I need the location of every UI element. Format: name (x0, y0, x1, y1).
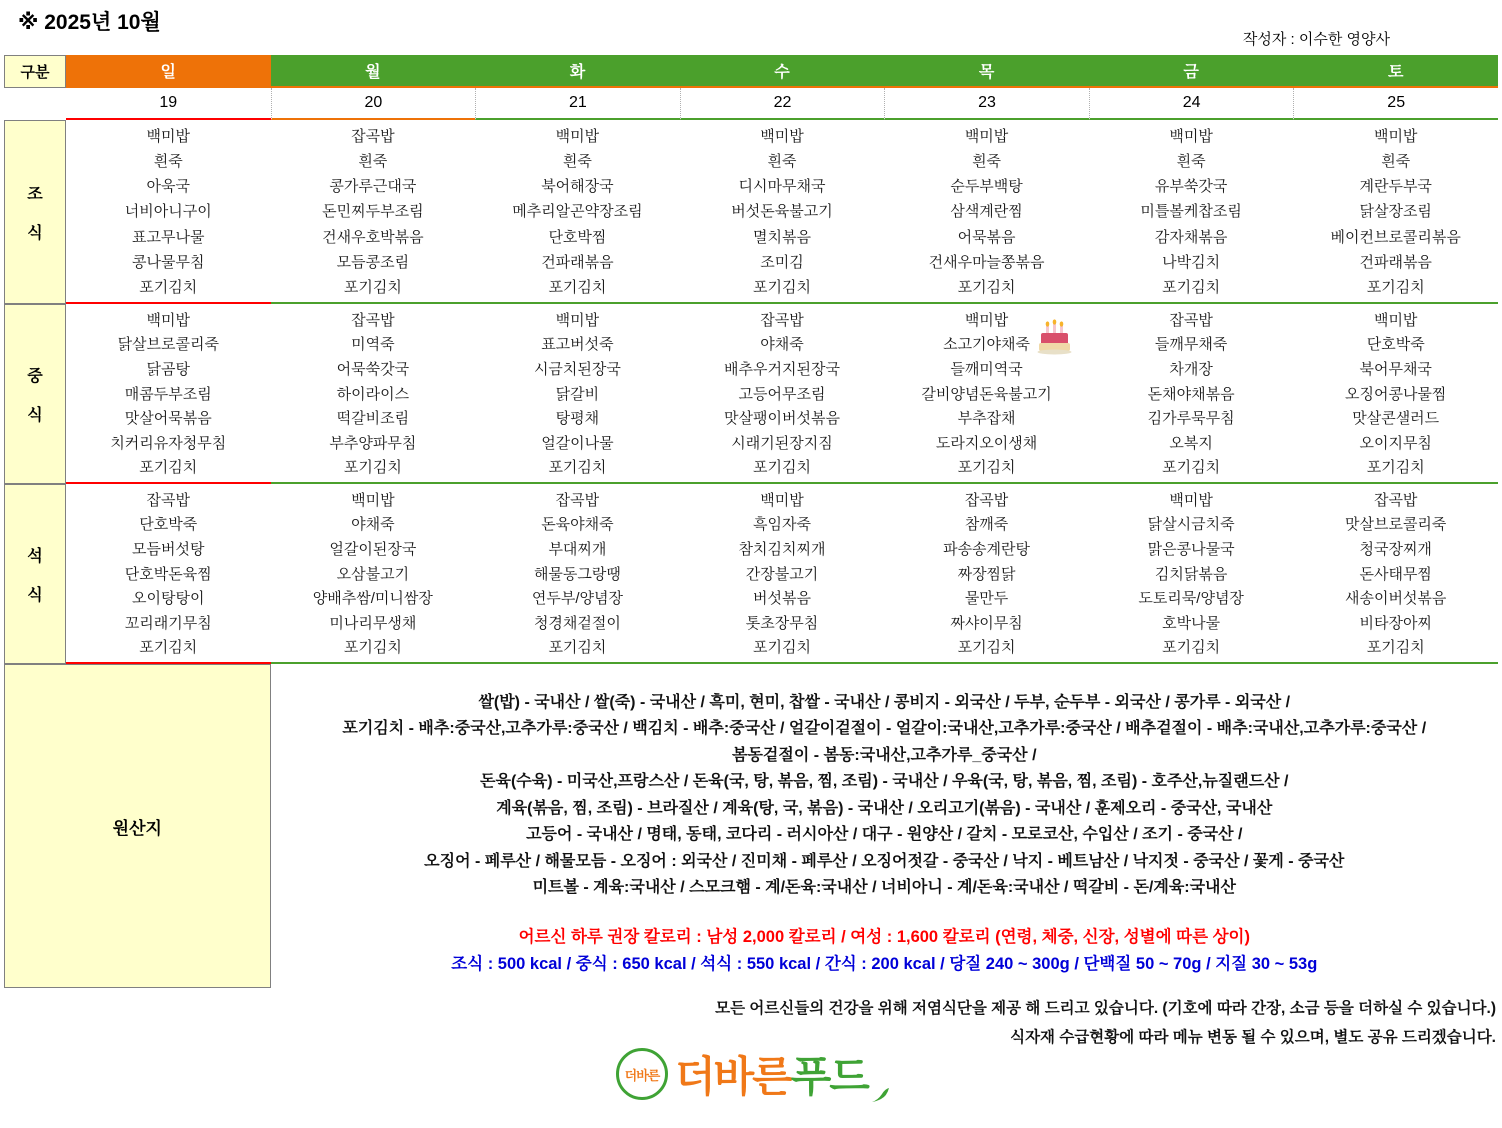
date-cell-20: 20 (271, 88, 476, 120)
date-cell-19: 19 (66, 88, 271, 120)
menu-cell-dinner-4 (884, 484, 1089, 664)
menu-item: 포기김치 (548, 459, 607, 477)
menu-item: 버섯돈육불고기 (731, 203, 833, 221)
menu-item: 치커리유자청무침 (110, 434, 227, 452)
day-header-토: 토 (1293, 55, 1498, 88)
calorie-notice-blue: 조식 : 500 kcal / 중식 : 650 kcal / 석식 : 550 kcal / 간식 : 200 kcal / 당질 240 ~ 300g / 단백질 50 ~ 70g / 지질 30 ~ 53g (451, 954, 1318, 973)
menu-item: 표고무나물 (132, 228, 205, 246)
menu-item: 백미밥 (760, 128, 804, 146)
menu-item: 잡곡밥 (1373, 491, 1418, 509)
menu-item: 돈사태무찜 (1359, 565, 1432, 583)
menu-item: 아욱국 (146, 178, 191, 196)
menu-item: 버섯볶음 (753, 590, 811, 608)
menu-item: 들깨미역국 (950, 360, 1023, 378)
menu-item: 모듬버섯탕 (132, 540, 205, 558)
menu-item: 흑임자죽 (753, 516, 811, 534)
menu-item: 흰죽 (562, 153, 592, 171)
menu-cell-dinner-0 (66, 484, 271, 664)
menu-item: 흰죽 (972, 153, 1002, 171)
menu-item: 야채죽 (760, 336, 804, 354)
birthday-cake-icon (1035, 319, 1073, 355)
origin-line: 돈육(수육) - 미국산,프랑스산 / 돈육(국, 탕, 볶음, 찜, 조림) - 국내산 / 우육(국, 탕, 볶음, 찜, 조림) - 호주산,뉴질랜드산 / (480, 773, 1289, 791)
menu-item: 간장불고기 (745, 565, 819, 583)
menu-cell-breakfast-1 (271, 120, 476, 304)
menu-item: 포기김치 (1162, 459, 1221, 477)
menu-item: 표고버섯죽 (541, 336, 614, 354)
menu-item: 맑은콩나물국 (1147, 540, 1235, 558)
menu-item: 너비아니구이 (124, 203, 212, 221)
meal-label-char: 석 (27, 548, 43, 565)
calorie-notice-red: 어르신 하루 권장 칼로리 : 남성 2,000 칼로리 / 여성 : 1,600 칼로리 (연령, 체중, 신장, 성별에 따른 상이) (518, 927, 1250, 946)
menu-item: 포기김치 (1366, 459, 1425, 477)
menu-item: 파송송계란탕 (943, 540, 1031, 558)
menu-cell-breakfast-2 (475, 120, 680, 304)
menu-item: 배추우거지된장국 (724, 360, 840, 378)
menu-item: 건새우호박볶음 (322, 228, 424, 246)
menu-item: 부대찌개 (548, 540, 607, 558)
menu-item: 해물동그랑땡 (533, 565, 621, 583)
menu-item: 물만두 (964, 590, 1009, 608)
menu-item: 건새우마늘쫑볶음 (928, 253, 1045, 271)
date-cell-25: 25 (1293, 88, 1498, 120)
menu-item: 베이컨브로콜리볶음 (1330, 228, 1461, 246)
menu-item: 흰죽 (1381, 153, 1411, 171)
menu-item: 백미밥 (146, 128, 191, 146)
menu-item: 참깨죽 (964, 516, 1009, 534)
meal-label-lunch (4, 304, 66, 484)
menu-item: 김가루묵무침 (1147, 410, 1235, 428)
menu-item: 모듬콩조림 (336, 253, 410, 271)
menu-item: 부추양파무침 (329, 434, 417, 452)
date-cell-24: 24 (1089, 88, 1294, 120)
menu-item: 포기김치 (548, 278, 607, 296)
menu-cell-lunch-1 (271, 304, 476, 484)
menu-cell-breakfast-4 (884, 120, 1089, 304)
menu-cell-dinner-6 (1293, 484, 1498, 664)
menu-item: 메추리알곤약장조림 (512, 203, 643, 221)
menu-item: 건파래볶음 (541, 253, 614, 271)
menu-item: 포기김치 (139, 459, 198, 477)
menu-cell-dinner-3 (680, 484, 885, 664)
footer-note-line: 모든 어르신들의 건강을 위해 저염식단을 제공 해 드리고 있습니다. (기호에 따라 간장, 소금 등을 더하실 수 있습니다.) (715, 1000, 1496, 1017)
menu-item: 닭곰탕 (146, 360, 191, 378)
origin-line: 미트볼 - 계육:국내산 / 스모크햄 - 계/돈육:국내산 / 너비아니 - 계/돈육:국내산 / 떡갈비 - 돈/계육:국내산 (532, 879, 1236, 897)
menu-item: 떡갈비조림 (336, 410, 410, 428)
menu-item: 포기김치 (1162, 639, 1221, 657)
menu-cell-lunch-0 (66, 304, 271, 484)
day-header-월: 월 (271, 55, 476, 88)
menu-item: 어묵쑥갓국 (336, 360, 410, 378)
menu-item: 차개장 (1169, 360, 1213, 378)
menu-item: 돈채야채볶음 (1147, 385, 1235, 403)
logo-wordmark-part1: 더바른 (675, 1053, 791, 1100)
menu-item: 참치김치찌개 (738, 540, 826, 558)
origin-line: 포기김치 - 배추:중국산,고추가루:중국산 / 백김치 - 배추:중국산 / 얼갈이겉절이 - 얼갈이:국내산,고추가루:중국산 / 배추겉절이 - 배추:국내산,고추가루:중국산 / (342, 720, 1427, 738)
menu-item: 닭살브로콜리죽 (117, 336, 219, 354)
menu-item: 포기김치 (139, 639, 198, 657)
menu-item: 탕평채 (555, 410, 600, 428)
logo-wordmark (675, 1044, 890, 1104)
day-header-수: 수 (680, 55, 885, 88)
menu-item: 흰죽 (358, 153, 388, 171)
menu-item: 디시마무채국 (738, 178, 826, 196)
origin-line: 계육(볶음, 찜, 조림) - 브라질산 / 계육(탕, 국, 볶음) - 국내산 / 오리고기(볶음) - 국내산 / 훈제오리 - 중국산, 국내산 (496, 799, 1273, 817)
menu-item: 북어해장국 (541, 178, 614, 196)
menu-item: 포기김치 (1366, 278, 1425, 296)
menu-item: 새송이버섯볶음 (1344, 590, 1447, 608)
origin-label: 원산지 (4, 664, 271, 988)
day-header-화: 화 (475, 55, 680, 88)
menu-item: 얼갈이나물 (541, 434, 614, 452)
origin-line: 오징어 - 페루산 / 해물모듬 - 오징어 : 외국산 / 진미채 - 페루산 / 오징어젓갈 - 중국산 / 낙지 - 베트남산 / 낙지젓 - 중국산 / 꽃게 - 중국산 (424, 852, 1345, 870)
menu-item: 백미밥 (760, 491, 804, 509)
logo-wordmark-part2: 푸드 (790, 1053, 868, 1100)
menu-item: 돈육야채죽 (541, 516, 614, 534)
day-header-금: 금 (1089, 55, 1294, 88)
menu-item: 소고기야채죽 (884, 332, 1089, 357)
menu-item: 톳초장무침 (745, 614, 819, 632)
menu-item: 청경채겉절이 (533, 614, 621, 632)
date-cell-23: 23 (884, 88, 1089, 120)
menu-item: 건파래볶음 (1359, 253, 1432, 271)
meal-label-char: 식 (27, 407, 43, 424)
menu-item: 삼색계란찜 (950, 203, 1023, 221)
origin-line: 쌀(밥) - 국내산 / 쌀(죽) - 국내산 / 흑미, 현미, 찹쌀 - 국내산 / 콩비지 - 외국산 / 두부, 순두부 - 외국산 / 콩가루 - 외국산 / (478, 693, 1291, 711)
menu-item: 포기김치 (1162, 278, 1221, 296)
day-header-목: 목 (884, 55, 1089, 88)
menu-item: 잡곡밥 (146, 491, 191, 509)
menu-item: 꼬리래기무침 (124, 614, 212, 632)
menu-item: 포기김치 (753, 639, 811, 657)
menu-item: 단호박죽 (1366, 336, 1425, 354)
menu-item: 포기김치 (957, 639, 1016, 657)
menu-item: 시래기된장지짐 (731, 434, 833, 452)
menu-item: 닭살장조림 (1359, 203, 1432, 221)
menu-item: 도토리묵/양념장 (1138, 590, 1244, 608)
menu-cell-lunch-5 (1089, 304, 1294, 484)
menu-cell-lunch-3 (680, 304, 885, 484)
menu-cell-dinner-1 (271, 484, 476, 664)
menu-cell-breakfast-3 (680, 120, 885, 304)
menu-item: 미역죽 (351, 336, 395, 354)
category-header: 구분 (4, 55, 66, 88)
menu-item: 북어무채국 (1359, 360, 1432, 378)
menu-item: 흰죽 (153, 153, 183, 171)
menu-item: 포기김치 (957, 459, 1016, 477)
blank-cell (4, 88, 66, 120)
logo-badge: 더바른 (616, 1048, 668, 1100)
menu-cell-dinner-5 (1089, 484, 1294, 664)
menu-item: 오이탕탕이 (132, 590, 205, 608)
menu-item: 닭갈비 (555, 385, 600, 403)
menu-item: 맛살콘샐러드 (1352, 410, 1440, 428)
menu-item: 나박김치 (1162, 253, 1221, 271)
menu-item: 김치닭볶음 (1154, 565, 1228, 583)
menu-item: 단호박돈육찜 (124, 565, 212, 583)
menu-item: 조미김 (760, 253, 804, 271)
origin-line: 고등어 - 국내산 / 명태, 동태, 코다리 - 러시아산 / 대구 - 원양산 / 갈치 - 모로코산, 수입산 / 조기 - 중국산 / (526, 826, 1243, 844)
menu-item: 백미밥 (351, 491, 395, 509)
menu-cell-breakfast-6 (1293, 120, 1498, 304)
menu-item: 백미밥 (964, 311, 1009, 329)
menu-cell-breakfast-0 (66, 120, 271, 304)
menu-cell-breakfast-5 (1089, 120, 1294, 304)
menu-item: 백미밥 (1169, 128, 1213, 146)
menu-item: 잡곡밥 (760, 311, 804, 329)
menu-item: 맛살어묵볶음 (124, 410, 212, 428)
menu-item: 짜장찜닭 (957, 565, 1016, 583)
menu-item: 백미밥 (555, 128, 600, 146)
meal-label-char: 식 (27, 587, 43, 604)
menu-item: 부추잡채 (957, 410, 1016, 428)
footer-note-line: 식자재 수급현황에 따라 메뉴 변동 될 수 있으며, 별도 공유 드리겠습니다. (1010, 1029, 1496, 1046)
menu-item: 포기김치 (957, 278, 1016, 296)
menu-item: 연두부/양념장 (531, 590, 623, 608)
menu-item: 맛살브로콜리죽 (1344, 516, 1447, 534)
meal-label-dinner (4, 484, 66, 664)
menu-table (4, 55, 1498, 988)
menu-item: 비타장아찌 (1359, 614, 1432, 632)
menu-item: 포기김치 (343, 639, 402, 657)
menu-item: 흰죽 (767, 153, 797, 171)
meal-label-char: 조 (27, 186, 43, 203)
menu-item: 잡곡밥 (351, 311, 395, 329)
menu-item: 도라지오이생채 (935, 434, 1038, 452)
menu-cell-lunch-2 (475, 304, 680, 484)
menu-item: 백미밥 (555, 311, 600, 329)
menu-item: 멸치볶음 (753, 228, 811, 246)
menu-item: 오복지 (1169, 434, 1213, 452)
menu-item: 포기김치 (753, 278, 811, 296)
menu-item: 포기김치 (548, 639, 607, 657)
meal-label-char: 식 (27, 225, 43, 242)
meal-label-char: 중 (27, 368, 43, 385)
menu-cell-dinner-2 (475, 484, 680, 664)
menu-item: 백미밥 (1373, 311, 1418, 329)
menu-item: 갈비양념돈육불고기 (921, 385, 1052, 403)
menu-item: 양배추쌈/미니쌈장 (312, 590, 433, 608)
menu-item: 고등어무조림 (738, 385, 826, 403)
menu-item: 야채죽 (351, 516, 395, 534)
menu-item: 매콤두부조림 (124, 385, 212, 403)
menu-item: 단호박찜 (548, 228, 607, 246)
menu-cell-lunch-6 (1293, 304, 1498, 484)
menu-item: 계란두부국 (1359, 178, 1432, 196)
author-label: 작성자 : 이수한 영양사 (1242, 31, 1390, 48)
menu-item: 맛살팽이버섯볶음 (724, 410, 840, 428)
menu-item: 짜샤이무침 (950, 614, 1023, 632)
menu-item: 포기김치 (1366, 639, 1425, 657)
menu-item: 유부쑥갓국 (1154, 178, 1228, 196)
menu-item: 포기김치 (753, 459, 811, 477)
menu-item: 단호박죽 (139, 516, 198, 534)
date-cell-21: 21 (475, 88, 680, 120)
origin-content (271, 664, 1498, 988)
page-title: ※ 2025년 10월 (18, 11, 161, 34)
menu-item: 콩나물무침 (132, 253, 205, 271)
menu-item: 하이라이스 (336, 385, 410, 403)
date-cell-22: 22 (680, 88, 885, 120)
menu-item: 잡곡밥 (1169, 311, 1213, 329)
menu-item: 돈민찌두부조림 (322, 203, 424, 221)
menu-item: 닭살시금치죽 (1147, 516, 1235, 534)
menu-item: 포기김치 (343, 278, 402, 296)
menu-item: 감자채볶음 (1154, 228, 1228, 246)
menu-item: 오삼불고기 (336, 565, 410, 583)
menu-item: 포기김치 (343, 459, 402, 477)
menu-item: 미틀볼케찹조림 (1140, 203, 1242, 221)
menu-item: 백미밥 (146, 311, 191, 329)
menu-item: 포기김치 (139, 278, 198, 296)
menu-item: 어묵볶음 (957, 228, 1016, 246)
menu-cell-lunch-4 (884, 304, 1089, 484)
menu-item: 얼갈이된장국 (329, 540, 417, 558)
meal-label-breakfast (4, 120, 66, 304)
menu-item: 오이지무침 (1359, 434, 1432, 452)
menu-item: 미나리무생채 (329, 614, 417, 632)
menu-item: 오징어콩나물찜 (1344, 385, 1447, 403)
origin-line: 봄동겉절이 - 봄동:국내산,고추가루_중국산 / (732, 746, 1037, 764)
menu-item: 들깨무채죽 (1154, 336, 1228, 354)
menu-item: 백미밥 (1169, 491, 1213, 509)
menu-item: 백미밥 (1373, 128, 1418, 146)
menu-item: 잡곡밥 (964, 491, 1009, 509)
leaf-icon (870, 1084, 890, 1104)
menu-item: 순두부백탕 (950, 178, 1023, 196)
menu-item: 시금치된장국 (533, 360, 621, 378)
menu-item: 잡곡밥 (351, 128, 395, 146)
day-header-일: 일 (66, 55, 271, 88)
brand-logo (616, 1044, 890, 1104)
menu-item: 콩가루근대국 (329, 178, 417, 196)
menu-item: 잡곡밥 (555, 491, 600, 509)
menu-item: 백미밥 (964, 128, 1009, 146)
menu-item: 호박나물 (1162, 614, 1221, 632)
menu-item: 흰죽 (1176, 153, 1206, 171)
menu-item: 청국장찌개 (1359, 540, 1432, 558)
